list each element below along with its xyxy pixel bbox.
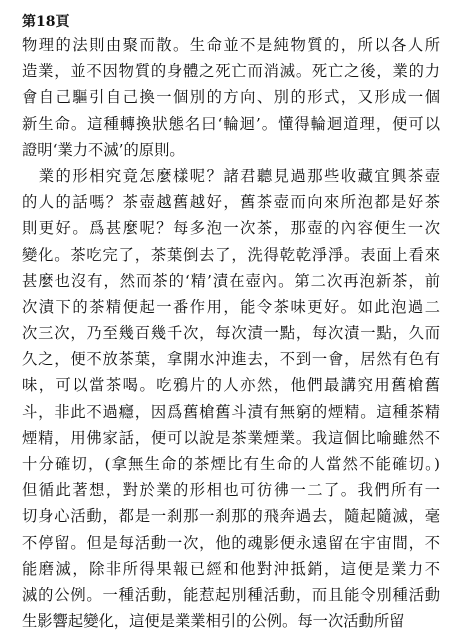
text-line: 切身心活動，都是一刹那一刹那的飛奔過去，隨起隨滅，毫 <box>22 507 440 526</box>
text-line: 變化。茶吃完了，茶葉倒去了，洗得乾乾淨淨。表面上看來 <box>22 245 440 264</box>
text-line: 業的形相究竟怎麼樣呢？諸君聽見過那些收藏宜興茶壺 <box>22 166 440 185</box>
body-text <box>22 32 440 634</box>
text-line: 斗，非此不過癮，因爲舊槍舊斗漬有無窮的煙精。這種茶精 <box>22 402 440 421</box>
text-line: 次三次，乃至幾百幾千次，每次漬一點，每次漬一點，久而 <box>22 324 440 343</box>
text-line: 久之，便不放茶葉，拿開水沖進去，不到一會，居然有色有 <box>22 350 440 369</box>
text-line: 滅的公例。一種活動，能惹起別種活動，而且能令別種活動 <box>22 585 440 604</box>
text-line: 會自己驅引自己換一個別的方向、別的形式，又形成一個 <box>22 88 440 107</box>
text-line: 的人的話嗎？茶壺越舊越好，舊茶壺而向來所泡都是好茶 <box>22 193 440 212</box>
text-line: 物理的法則由聚而散。生命並不是純物質的，所以各人所 <box>22 36 440 54</box>
text-line: 不停留。但是每活動一次，他的魂影便永遠留在宇宙間，不 <box>22 533 440 552</box>
text-line: 則更好。爲甚麼呢？每多泡一次茶，那壺的內容便生一次 <box>22 219 440 238</box>
text-line: 造業，並不因物質的身體之死亡而消滅。死亡之後，業的力 <box>22 62 440 81</box>
text-line: 次漬下的茶精便起一番作用，能令茶味更好。如此泡過二 <box>22 297 440 316</box>
text-line: 甚麼也沒有，然而茶的‘精’漬在壺內。第二次再泡新茶，前 <box>22 271 440 290</box>
text-line: 味，可以當茶喝。吃鴉片的人亦然，他們最講究用舊槍舊 <box>22 376 440 395</box>
text-line: 但循此著想，對於業的形相也可彷彿一二了。我們所有一 <box>22 481 440 500</box>
text-line: 新生命。這種轉換狀態名曰‘輪迴’。懂得輪迴道理，便可以 <box>22 114 440 133</box>
document-page <box>22 12 440 634</box>
text-line: 煙精，用佛家話，便可以說是茶業煙業。我這個比喻雖然不 <box>22 428 440 447</box>
text-line: 生影響起變化，這便是業業相引的公例。每一次活動所留 <box>22 612 405 631</box>
text-line: 十分確切，(拿無生命的茶煙比有生命的人當然不能確切。) <box>22 455 440 473</box>
page-number-header: 第18頁 <box>22 14 70 30</box>
text-line: 能磨滅，除非所得果報已經和他對沖抵銷，這便是業力不 <box>22 559 440 578</box>
text-line: 證明‘業力不滅’的原則。 <box>22 140 185 159</box>
